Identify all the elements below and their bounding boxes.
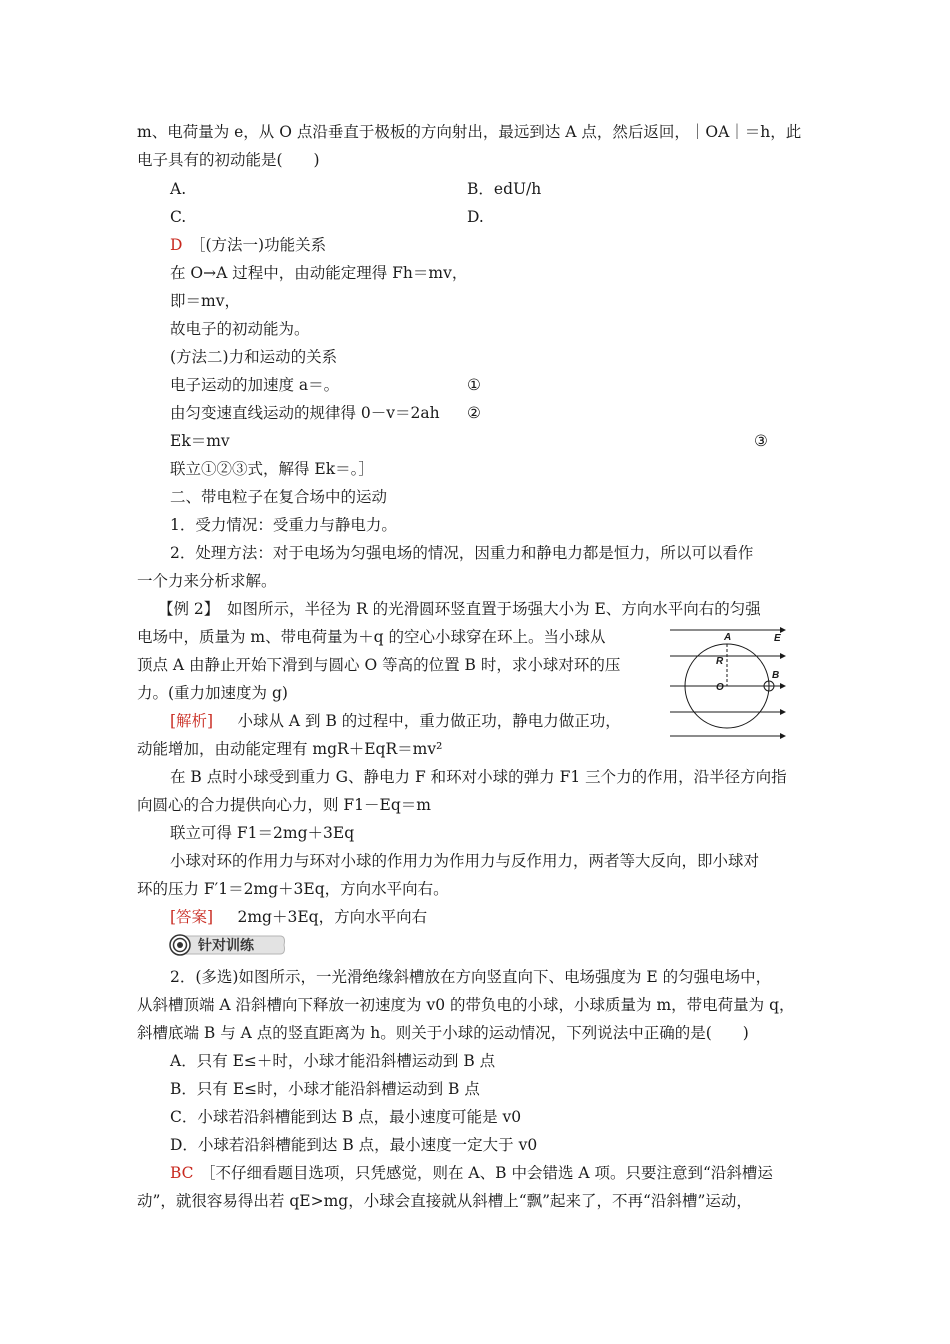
problem-stem-line-2: 电子具有的初动能是( )	[137, 151, 320, 169]
option-a: A.	[170, 180, 187, 198]
solution-line: 电子运动的加速度 a＝。	[170, 376, 340, 394]
solution-line: 即＝mv，	[170, 292, 240, 310]
equation-mark-2: ②	[467, 404, 481, 422]
solution-line: 联立①②③式，解得 Ek＝。］	[170, 460, 374, 478]
solution-line: 由匀变速直线运动的规律得 0－v＝2ah	[170, 404, 440, 422]
practice-line: 斜槽底端 B 与 A 点的竖直距离为 h。则关于小球的运动情况，下列说法中正确的是( )	[137, 1024, 749, 1042]
example-line: 动能增加，由动能定理有 mgR＋EqR＝mv²	[137, 740, 443, 758]
paragraph: 一个力来分析求解。	[137, 572, 277, 590]
practice-explanation: ［不仔细看题目选项，只凭感觉，则在 A、B 中会错选 A 项。只要注意到“沿斜槽运	[200, 1164, 773, 1182]
example-line: 力。(重力加速度为 g)	[137, 684, 288, 702]
answer-tag: [答案]	[170, 908, 214, 926]
equation-mark-1: ①	[467, 376, 481, 394]
practice-badge	[168, 934, 286, 956]
practice-option-b: B．只有 E≤时，小球才能沿斜槽运动到 B 点	[170, 1080, 480, 1098]
option-d: D.	[467, 208, 484, 226]
practice-line: 2．(多选)如图所示，一光滑绝缘斜槽放在方向竖直向下、电场强度为 E 的匀强电场中，	[170, 968, 772, 986]
label-r: R	[716, 656, 724, 667]
option-c: C.	[170, 208, 187, 226]
paragraph: 1．受力情况：受重力与静电力。	[170, 516, 397, 534]
ring-in-field-diagram	[668, 622, 788, 744]
paragraph: 2．处理方法：对于电场为匀强电场的情况，因重力和静电力都是恒力，所以可以看作	[170, 544, 754, 562]
practice-explanation: 动”，就很容易得出若 qE>mg，小球会直接就从斜槽上“飘”起来了，不再“沿斜槽”运动，	[137, 1192, 752, 1210]
example-line: 电场中，质量为 m、带电荷量为＋q 的空心小球穿在环上。当小球从	[137, 628, 606, 646]
practice-option-c: C．小球若沿斜槽能到达 B 点，最小速度可能是 v0	[170, 1108, 522, 1126]
solution-answer: D	[170, 236, 183, 254]
solution-line: 在 O→A 过程中，由动能定理得 Fh＝mv，	[170, 264, 468, 282]
example-line: 环的压力 F′1＝2mg＋3Eq，方向水平向右。	[137, 880, 449, 898]
label-b: B	[772, 670, 780, 681]
label-e: E	[774, 633, 781, 644]
example-line: 向圆心的合力提供向心力，则 F1－Eq＝m	[137, 796, 431, 814]
option-b: B．edU/h	[467, 180, 542, 198]
practice-option-a: A．只有 E≤＋时，小球才能沿斜槽运动到 B 点	[170, 1052, 496, 1070]
example-line: 【例 2】 如图所示，半径为 R 的光滑圆环竖直置于场强大小为 E、方向水平向右的匀强	[158, 600, 761, 618]
solution-line: Ek＝mv	[170, 432, 230, 450]
label-a: A	[724, 632, 732, 643]
example-line: 联立可得 F1＝2mg＋3Eq	[170, 824, 355, 842]
example-line: 在 B 点时小球受到重力 G、静电力 F 和环对小球的弹力 F1 三个力的作用，沿半径方向指	[170, 768, 787, 786]
practice-answer: BC	[170, 1164, 194, 1182]
analysis-tag: [解析]	[170, 712, 214, 730]
solution-line: ［(方法一)功能关系	[190, 236, 327, 254]
example-line: 小球对环的作用力与环对小球的作用力为作用力与反作用力，两者等大反向，即小球对	[170, 852, 760, 870]
example-line: 顶点 A 由静止开始下滑到与圆心 O 等高的位置 B 时，求小球对环的压	[137, 656, 621, 674]
answer-text: 2mg＋3Eq，方向水平向右	[222, 908, 428, 926]
practice-badge-label: 针对训练	[198, 938, 254, 954]
label-o: O	[716, 682, 724, 693]
solution-line: (方法二)力和运动的关系	[170, 348, 338, 366]
section-heading: 二、带电粒子在复合场中的运动	[170, 488, 388, 506]
solution-line: 故电子的初动能为。	[170, 320, 310, 338]
equation-mark-3: ③	[754, 432, 768, 450]
problem-stem-line-1: m、电荷量为 e，从 O 点沿垂直于极板的方向射出，最远到达 A 点，然后返回，｜OA｜＝h，此	[137, 123, 802, 141]
example-line: 小球从 A 到 B 的过程中，重力做正功，静电力做正功，	[222, 712, 621, 730]
practice-option-d: D．小球若沿斜槽能到达 B 点，最小速度一定大于 v0	[170, 1136, 538, 1154]
practice-line: 从斜槽顶端 A 沿斜槽向下释放一初速度为 v0 的带负电的小球，小球质量为 m，带电荷量为 q，	[137, 996, 795, 1014]
